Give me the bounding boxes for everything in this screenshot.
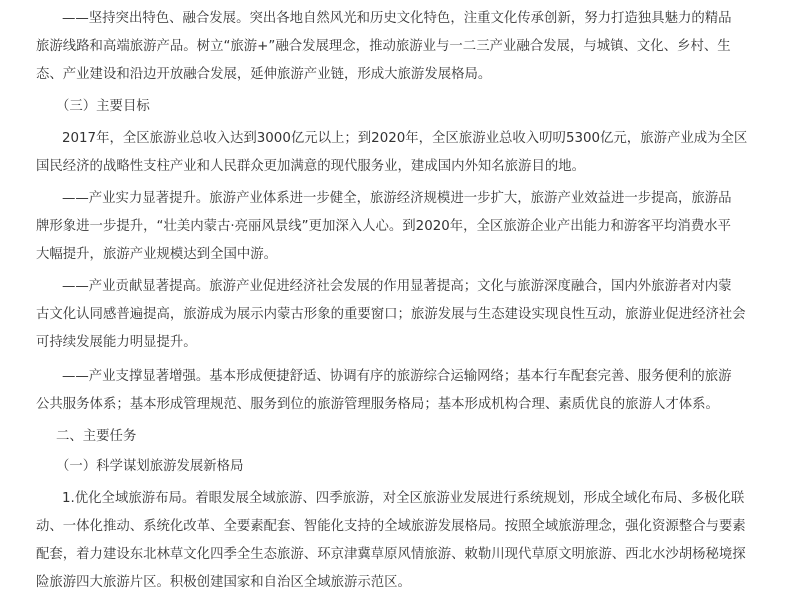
text-line: 1.优化全域旅游布局。着眼发展全域旅游、四季旅游，对全区旅游业发展进行系统规划，形成全域化布局、多极化联 [62, 491, 745, 506]
text-line: 可持续发展能力明显提升。 [36, 335, 197, 350]
text-line: 古文化认同感普遍提高，旅游成为展示内蒙古形象的重要窗口；旅游发展与生态建设实现良性互动，旅游业促进经济社会 [36, 307, 746, 322]
text-line: 旅游线路和高端旅游产品。树立“旅游+”融合发展理念，推动旅游业与一二三产业融合发展，与城镇、文化、乡村、生 [36, 39, 731, 54]
section-heading: （一）科学谋划旅游发展新格局 [56, 459, 244, 474]
section-heading: （三）主要目标 [56, 99, 150, 114]
text-line: 2017年，全区旅游业总收入达到3000亿元以上；到2020年，全区旅游业总收入叨叨5300亿元，旅游产业成为全区 [62, 131, 748, 146]
text-line: 大幅提升，旅游产业规模达到全国中游。 [36, 247, 278, 262]
text-line: 险旅游四大旅游片区。积极创建国家和自治区全域旅游示范区。 [36, 575, 411, 590]
chapter-heading: 二、主要任务 [56, 429, 137, 444]
text-line: ——产业实力显著提升。旅游产业体系进一步健全，旅游经济规模进一步扩大，旅游产业效益进一步提高，旅游品 [62, 191, 732, 206]
text-line: 国民经济的战略性支柱产业和人民群众更加满意的现代服务业，建成国内外知名旅游目的地。 [36, 159, 586, 174]
text-line: ——产业支撑显著增强。基本形成便捷舒适、协调有序的旅游综合运输网络；基本行车配套完善、服务便利的旅游 [62, 369, 732, 384]
text-line: 态、产业建设和沿边开放融合发展，延伸旅游产业链，形成大旅游发展格局。 [36, 67, 492, 82]
text-line: 动、一体化推动、系统化改革、全要素配套、智能化支持的全域旅游发展格局。按照全域旅游理念，强化资源整合与要素 [36, 519, 746, 534]
text-line: ——坚持突出特色、融合发展。突出各地自然风光和历史文化特色，注重文化传承创新，努力打造独具魅力的精品 [62, 11, 732, 26]
text-line: ——产业贡献显著提高。旅游产业促进经济社会发展的作用显著提高；文化与旅游深度融合，国内外旅游者对内蒙 [62, 279, 732, 294]
text-line: 公共服务体系；基本形成管理规范、服务到位的旅游管理服务格局；基本形成机构合理、素质优良的旅游人才体系。 [36, 397, 719, 412]
text-line: 配套，着力建设东北林草文化四季全生态旅游、环京津冀草原风情旅游、敕勒川现代草原文明旅游、西北水沙胡杨秘境探 [36, 547, 746, 562]
text-line: 牌形象进一步提升，“壮美内蒙古·亮丽风景线”更加深入人心。到2020年，全区旅游企业产出能力和游客平均消费水平 [36, 219, 731, 234]
